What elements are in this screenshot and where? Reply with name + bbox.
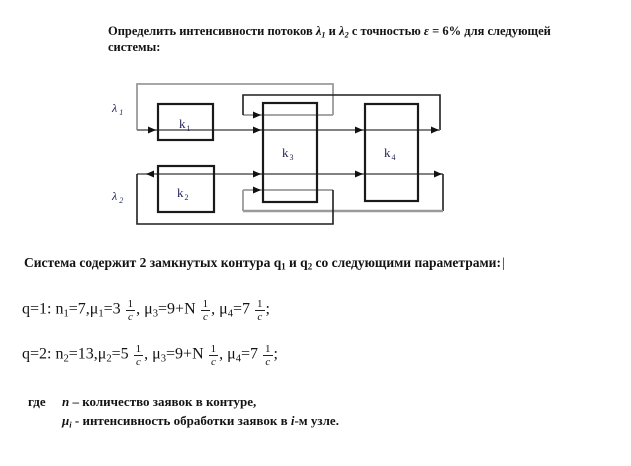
text-run: ε — [423, 24, 430, 38]
text-run: =13,μ — [68, 345, 107, 363]
text-run: =9+N — [166, 345, 208, 363]
text-run: 4 — [227, 308, 233, 320]
node-k4-label: $k_4$ — [384, 145, 396, 162]
node-k1-box — [158, 104, 213, 140]
arrow-into-k1 — [148, 127, 156, 134]
text-run: 2 — [307, 261, 313, 272]
loop-q1-outer — [137, 84, 333, 130]
lambda1-label: λ $_1$ — [112, 101, 124, 117]
text-run: 2 — [344, 30, 349, 40]
text-run: q=1: n — [22, 300, 64, 318]
text-run: и — [325, 24, 339, 38]
arrow-into-k4-top — [355, 127, 363, 134]
fraction: $\frac{1}{c}$ — [127, 298, 134, 324]
node-k2-label: $k_2$ — [177, 185, 189, 202]
system-description — [24, 255, 604, 271]
text-run: i — [290, 413, 295, 428]
text-run: и q — [285, 255, 308, 270]
arrow-into-k4-bottom — [355, 171, 363, 178]
arrow-into-k3-bottom — [253, 171, 261, 178]
text-run: =3 — [103, 300, 125, 318]
text-cursor: | — [501, 255, 505, 270]
node-k3-label: $k_3$ — [282, 145, 294, 162]
text-run: , μ — [144, 345, 161, 363]
legend-mu-definition — [62, 413, 339, 428]
loop-q2-outer — [137, 174, 333, 224]
text-run: - интенсивность обработки заявок в — [71, 413, 291, 428]
fraction: $\frac{1}{c}$ — [135, 343, 142, 369]
arrow-k3-upper-feedback — [253, 112, 261, 119]
fraction: $\frac{1}{c}$ — [210, 343, 217, 369]
arrow-k3-lower-feedback — [253, 187, 261, 194]
text-run: , μ — [136, 300, 153, 318]
loop-k4-to-k3-top — [243, 95, 440, 130]
text-run: =7 — [233, 300, 255, 318]
text-run: 1 — [63, 308, 69, 320]
fraction: $\frac{1}{c}$ — [257, 298, 263, 324]
text-run: 3 — [160, 353, 167, 365]
text-run: – количество заявок в контуре, — [69, 394, 257, 409]
arrow-bottom-end — [434, 171, 442, 178]
text-run: со следующими параметрами: — [312, 255, 501, 270]
arrow-into-k2-return — [146, 171, 154, 178]
arrow-into-k3-top — [253, 127, 261, 134]
legend-n-definition — [62, 394, 256, 410]
text-run: q=2: n — [22, 345, 64, 363]
fraction: $\frac{1}{c}$ — [202, 298, 209, 324]
node-k2-box — [158, 166, 214, 212]
problem-title — [108, 24, 568, 54]
text-run: =7 — [241, 345, 263, 363]
text-run: = 6% для следующей системы: — [108, 24, 551, 54]
fraction: $\frac{1}{c}$ — [265, 343, 271, 369]
text-run: Определить интенсивности потоков — [108, 24, 316, 38]
text-run: 2 — [106, 353, 112, 365]
text-run: 1 — [98, 308, 104, 320]
text-run: -м узле. — [294, 413, 339, 428]
system-diagram — [90, 75, 458, 240]
legend-line-1 — [28, 394, 339, 410]
text-run: =7,μ — [68, 300, 99, 318]
text-run: n — [62, 394, 70, 409]
arrow-top-end — [431, 127, 439, 134]
text-run: с точностью — [348, 24, 424, 38]
text-run: 1 — [321, 30, 326, 40]
text-run: ; — [273, 345, 278, 363]
formula-q2 — [22, 343, 278, 369]
text-run: =9+N — [158, 300, 200, 318]
text-run: , μ — [211, 300, 228, 318]
legend-line-2 — [62, 413, 339, 429]
text-run: i — [69, 419, 72, 430]
text-run: 4 — [235, 353, 241, 365]
formula-q1 — [22, 298, 270, 324]
legend-block — [28, 394, 339, 429]
lambda2-label: λ $_2$ — [112, 189, 124, 205]
text-run: λ — [315, 24, 322, 38]
text-run: 3 — [152, 308, 159, 320]
where-label: где — [28, 394, 46, 409]
node-k1-label: $k_1$ — [179, 116, 191, 133]
text-run: λ — [339, 24, 345, 38]
text-run: Система содержит 2 замкнутых контура q — [24, 255, 282, 270]
text-run: =5 — [111, 345, 133, 363]
diagram-canvas — [90, 75, 458, 235]
text-run: 1 — [281, 261, 286, 272]
text-run: ; — [265, 300, 270, 318]
text-run: , μ — [219, 345, 236, 363]
text-run: μ — [62, 413, 70, 428]
text-run: 2 — [63, 353, 69, 365]
